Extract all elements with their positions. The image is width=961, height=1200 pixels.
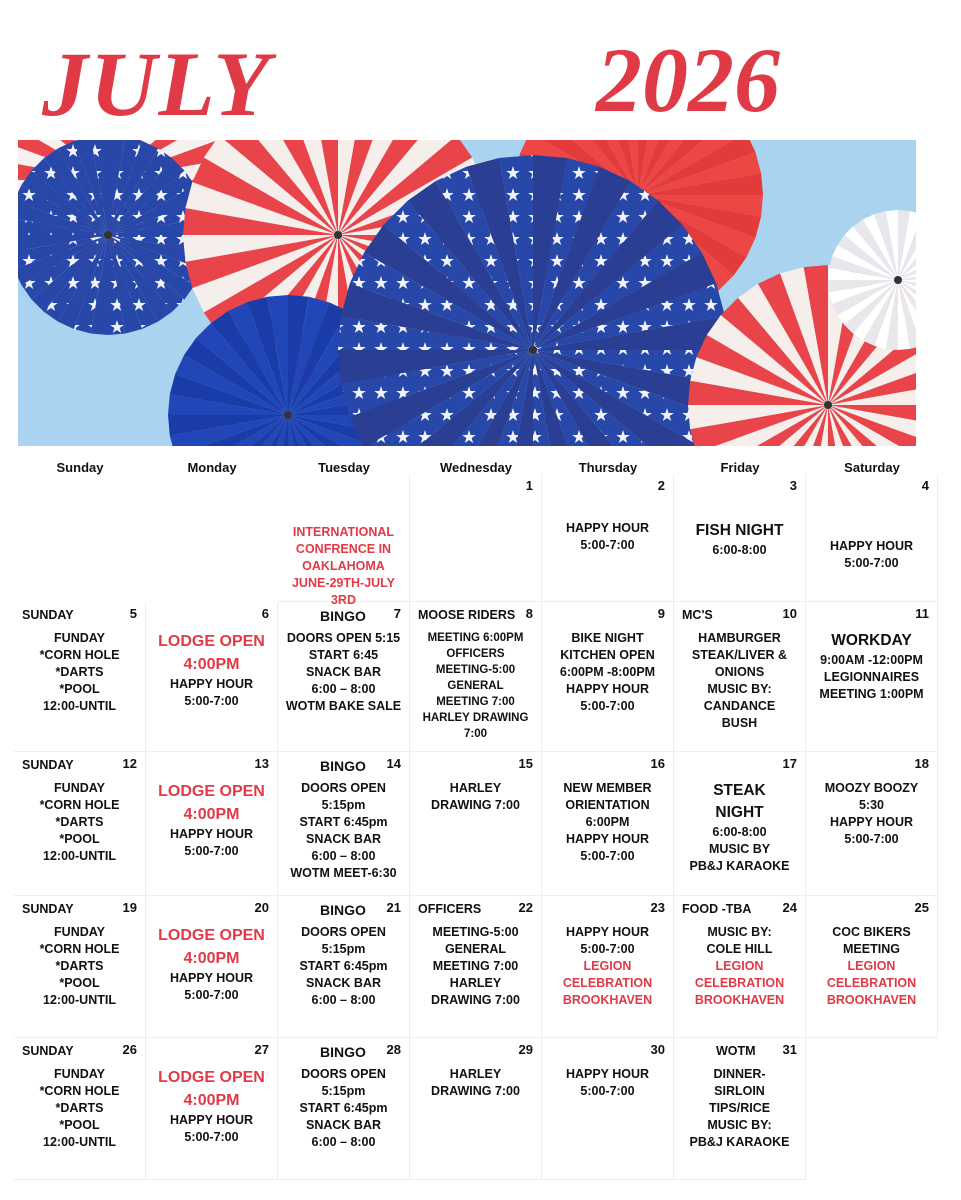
day-number: 19 <box>122 900 137 915</box>
day-number: 28 <box>386 1042 401 1057</box>
event-line: *POOL <box>59 832 100 846</box>
event-line: 6:00 – 8:00 <box>311 682 376 696</box>
event-line: 5:00-7:00 <box>580 538 635 552</box>
event-line: 5:00-7:00 <box>184 694 239 708</box>
event-line: 6:00-8:00 <box>712 825 767 839</box>
event-line: DRAWING 7:00 <box>431 798 520 812</box>
weekday-header-saturday: Saturday <box>844 460 900 475</box>
weekday-header-friday: Friday <box>720 460 760 475</box>
event-line: HAPPY HOUR <box>565 832 650 846</box>
day-number: 3 <box>789 478 797 493</box>
event-line: LEGION <box>715 959 764 973</box>
event-line: FUNDAY <box>54 1067 105 1081</box>
event-line: 3RD <box>330 593 356 607</box>
day-number: 26 <box>122 1042 137 1057</box>
event-line: CELEBRATION <box>826 976 917 990</box>
event-line: SNACK BAR <box>306 665 381 679</box>
event-line: 5:00-7:00 <box>844 556 899 570</box>
event-line: DOORS OPEN <box>301 781 386 795</box>
day-cell-8 <box>410 602 542 752</box>
event-line: GENERAL <box>447 680 504 692</box>
event-line: WOTM BAKE SALE <box>285 699 402 713</box>
event-line: *DARTS <box>55 815 104 829</box>
event-line: 5:15pm <box>321 942 366 956</box>
event-line: COLE HILL <box>706 942 773 956</box>
event-line: HARLEY DRAWING <box>422 712 529 724</box>
day-cell-3 <box>674 474 806 602</box>
event-line: 4:00PM <box>183 1092 240 1109</box>
event-line: *POOL <box>59 976 100 990</box>
event-line: DOORS OPEN 5:15 <box>286 631 401 645</box>
event-line: LODGE OPEN <box>158 783 265 800</box>
event-line: *POOL <box>59 682 100 696</box>
event-line: START 6:45pm <box>299 1101 388 1115</box>
day-cell-30 <box>542 1038 674 1180</box>
event-line: 4:00PM <box>183 806 240 823</box>
day-cell-21 <box>278 896 410 1038</box>
event-line: 5:00-7:00 <box>580 699 635 713</box>
event-line: HAMBURGER <box>698 631 781 645</box>
day-title: MC'S <box>682 608 713 622</box>
event-line: SNACK BAR <box>306 832 381 846</box>
event-line: LEGION <box>847 959 896 973</box>
event-line: PB&J KARAOKE <box>689 1135 790 1149</box>
day-number: 29 <box>518 1042 533 1057</box>
event-line: START 6:45pm <box>299 815 388 829</box>
event-line: KITCHEN OPEN <box>560 648 655 662</box>
event-line: DINNER- <box>713 1067 766 1081</box>
day-cell-6 <box>146 602 278 752</box>
day-title: BINGO <box>320 608 366 624</box>
day-number: 18 <box>914 756 929 771</box>
event-line: 12:00-UNTIL <box>43 849 116 863</box>
event-line: *CORN HOLE <box>39 942 120 956</box>
event-line: MUSIC BY: <box>707 925 772 939</box>
day-number: 1 <box>525 478 533 493</box>
event-line: TIPS/RICE <box>708 1101 771 1115</box>
event-line: HARLEY <box>449 1067 502 1081</box>
day-title: BINGO <box>320 758 366 774</box>
event-line: 6:00PM -8:00PM <box>559 665 656 679</box>
day-cell-28 <box>278 1038 410 1180</box>
day-title: SUNDAY <box>22 1044 74 1058</box>
day-number: 21 <box>386 900 401 915</box>
event-line: 6:00PM <box>585 815 630 829</box>
event-line: SNACK BAR <box>306 1118 381 1132</box>
event-line: PB&J KARAOKE <box>689 859 790 873</box>
event-line: 5:00-7:00 <box>184 988 239 1002</box>
event-line: OAKLAHOMA <box>302 559 385 573</box>
day-number: 10 <box>782 606 797 621</box>
day-title: WOTM <box>716 1044 756 1058</box>
event-line: BROOKHAVEN <box>694 993 785 1007</box>
event-line: 6:00-8:00 <box>712 543 767 557</box>
event-line: 5:00-7:00 <box>580 849 635 863</box>
day-cell-19 <box>14 896 146 1038</box>
day-number: 9 <box>657 606 665 621</box>
day-number: 14 <box>386 756 401 771</box>
event-line: OFFICERS <box>446 648 505 660</box>
event-line: 5:00-7:00 <box>184 1130 239 1144</box>
event-line: 7:00 <box>463 728 488 740</box>
event-line: *DARTS <box>55 1101 104 1115</box>
day-number: 25 <box>914 900 929 915</box>
event-line: STEAK <box>713 782 766 799</box>
day-cell-23 <box>542 896 674 1038</box>
day-number: 24 <box>782 900 797 915</box>
day-title: SUNDAY <box>22 758 74 772</box>
event-line: GENERAL <box>444 942 507 956</box>
day-title: BINGO <box>320 902 366 918</box>
event-line: DRAWING 7:00 <box>431 1084 520 1098</box>
event-line: *DARTS <box>55 959 104 973</box>
day-cell-12 <box>14 752 146 896</box>
event-line: COC BIKERS <box>832 925 911 939</box>
day-number: 4 <box>921 478 929 493</box>
day-number: 13 <box>254 756 269 771</box>
event-line: LODGE OPEN <box>158 633 265 650</box>
day-number: 15 <box>518 756 533 771</box>
day-cell-29 <box>410 1038 542 1180</box>
event-line: MOOZY BOOZY <box>824 781 919 795</box>
day-cell-4 <box>806 474 938 602</box>
event-line: 4:00PM <box>183 950 240 967</box>
event-line: 5:30 <box>858 798 885 812</box>
day-cell-31 <box>674 1038 806 1180</box>
day-cell-17 <box>674 752 806 896</box>
event-line: 12:00-UNTIL <box>43 1135 116 1149</box>
event-line: LEGION <box>583 959 632 973</box>
weekday-header-sunday: Sunday <box>56 460 104 475</box>
day-cell-13 <box>146 752 278 896</box>
event-line: START 6:45 <box>308 648 379 662</box>
event-line: CONFRENCE IN <box>295 542 392 556</box>
day-cell-11 <box>806 602 938 752</box>
day-cell-5 <box>14 602 146 752</box>
day-title: MOOSE RIDERS <box>418 608 516 622</box>
event-line: MEETING-5:00 <box>435 664 516 676</box>
day-cell-15 <box>410 752 542 896</box>
day-number: 2 <box>657 478 665 493</box>
event-line: MEETING 6:00PM <box>427 632 524 644</box>
event-line: CELEBRATION <box>562 976 653 990</box>
weekday-header-tuesday: Tuesday <box>318 460 370 475</box>
day-number: 12 <box>122 756 137 771</box>
event-line: 5:00-7:00 <box>844 832 899 846</box>
day-number: 22 <box>518 900 533 915</box>
event-line: *CORN HOLE <box>39 1084 120 1098</box>
day-number: 7 <box>393 606 401 621</box>
day-cell-16 <box>542 752 674 896</box>
year-title: 2026 <box>596 29 780 131</box>
event-line: *CORN HOLE <box>39 648 120 662</box>
event-line: MEETING <box>843 942 900 956</box>
event-line: HAPPY HOUR <box>565 925 650 939</box>
day-number: 27 <box>254 1042 269 1057</box>
day-cell-22 <box>410 896 542 1038</box>
day-cell-9 <box>542 602 674 752</box>
event-line: HARLEY <box>449 976 502 990</box>
weekday-header-wednesday: Wednesday <box>439 460 512 475</box>
event-line: LODGE OPEN <box>158 1069 265 1086</box>
event-line: HAPPY HOUR <box>169 827 254 841</box>
event-line: NIGHT <box>715 804 764 821</box>
day-number: 5 <box>129 606 137 621</box>
event-line: HAPPY HOUR <box>565 682 650 696</box>
day-title: SUNDAY <box>22 608 74 622</box>
day-number: 16 <box>650 756 665 771</box>
event-line: STEAK/LIVER & <box>691 648 788 662</box>
event-line: 5:15pm <box>321 1084 366 1098</box>
event-line: MEETING-5:00 <box>432 925 519 939</box>
event-line: 6:00 – 8:00 <box>311 849 376 863</box>
day-title: OFFICERS <box>418 902 482 916</box>
day-cell-14 <box>278 752 410 896</box>
month-title: JULY <box>42 33 272 135</box>
event-line: BUSH <box>721 716 758 730</box>
event-line: BIKE NIGHT <box>571 631 644 645</box>
event-line: FUNDAY <box>54 781 105 795</box>
day-title: FOOD -TBA <box>682 902 752 916</box>
event-line: FUNDAY <box>54 925 105 939</box>
event-line: BROOKHAVEN <box>562 993 653 1007</box>
event-line: CELEBRATION <box>694 976 785 990</box>
event-line: WOTM MEET-6:30 <box>290 866 397 880</box>
event-line: 6:00 – 8:00 <box>311 1135 376 1149</box>
event-line: HAPPY HOUR <box>829 815 914 829</box>
event-line: *CORN HOLE <box>39 798 120 812</box>
weekday-header-thursday: Thursday <box>578 460 638 475</box>
event-line: 5:00-7:00 <box>580 1084 635 1098</box>
event-line: MEETING 7:00 <box>432 959 519 973</box>
event-line: 5:00-7:00 <box>580 942 635 956</box>
day-cell-20 <box>146 896 278 1038</box>
event-line: 5:15pm <box>321 798 366 812</box>
event-line: MEETING 7:00 <box>436 696 515 708</box>
event-line: BROOKHAVEN <box>826 993 917 1007</box>
event-line: SNACK BAR <box>306 976 381 990</box>
day-cell-conference <box>278 474 410 607</box>
day-number: 23 <box>650 900 665 915</box>
day-title: BINGO <box>320 1044 366 1060</box>
event-line: HAPPY HOUR <box>565 521 650 535</box>
day-number: 11 <box>915 606 929 621</box>
day-cell-25 <box>806 896 938 1038</box>
event-line: LODGE OPEN <box>158 927 265 944</box>
day-cell-10 <box>674 602 806 752</box>
event-line: INTERNATIONAL <box>292 525 395 539</box>
event-line: 6:00 – 8:00 <box>311 993 376 1007</box>
event-line: DOORS OPEN <box>301 925 386 939</box>
day-cell-2 <box>542 474 674 602</box>
event-line: LEGIONNAIRES <box>823 670 920 684</box>
event-line: 9:00AM -12:00PM <box>820 653 923 667</box>
event-line: HAPPY HOUR <box>169 1113 254 1127</box>
day-number: 8 <box>525 606 533 621</box>
event-line: MUSIC BY <box>708 842 771 856</box>
day-title: SUNDAY <box>22 902 74 916</box>
day-cell-1 <box>410 474 542 602</box>
event-line: WORKDAY <box>831 632 912 649</box>
event-line: ORIENTATION <box>565 798 650 812</box>
day-cell-7 <box>278 602 410 752</box>
event-line: DRAWING 7:00 <box>431 993 520 1007</box>
event-line: HAPPY HOUR <box>829 539 914 553</box>
day-number: 30 <box>650 1042 665 1057</box>
event-line: SIRLOIN <box>714 1084 765 1098</box>
day-number: 31 <box>782 1042 797 1057</box>
event-line: MEETING 1:00PM <box>819 687 924 701</box>
weekday-header-monday: Monday <box>187 460 237 475</box>
day-cell-27 <box>146 1038 278 1180</box>
event-line: 12:00-UNTIL <box>43 699 116 713</box>
day-number: 20 <box>254 900 269 915</box>
day-number: 17 <box>782 756 797 771</box>
event-line: *DARTS <box>55 665 104 679</box>
event-line: HARLEY <box>449 781 502 795</box>
event-line: FUNDAY <box>54 631 105 645</box>
event-line: FISH NIGHT <box>695 522 784 539</box>
event-line: NEW MEMBER <box>563 781 652 795</box>
day-cell-26 <box>14 1038 146 1180</box>
day-cell-24 <box>674 896 806 1038</box>
event-line: CANDANCE <box>703 699 776 713</box>
event-line: DOORS OPEN <box>301 1067 386 1081</box>
patriotic-fans-banner <box>18 140 916 446</box>
day-number: 6 <box>261 606 269 621</box>
event-line: 5:00-7:00 <box>184 844 239 858</box>
event-line: HAPPY HOUR <box>169 677 254 691</box>
day-cell-18 <box>806 752 938 896</box>
event-line: 4:00PM <box>183 656 240 673</box>
event-line: HAPPY HOUR <box>565 1067 650 1081</box>
event-line: JUNE-29TH-JULY <box>291 576 396 590</box>
event-line: *POOL <box>59 1118 100 1132</box>
event-line: 12:00-UNTIL <box>43 993 116 1007</box>
event-line: MUSIC BY: <box>707 682 772 696</box>
event-line: START 6:45pm <box>299 959 388 973</box>
event-line: HAPPY HOUR <box>169 971 254 985</box>
event-line: ONIONS <box>714 665 765 679</box>
event-line: MUSIC BY: <box>707 1118 772 1132</box>
calendar-grid <box>14 450 936 1180</box>
